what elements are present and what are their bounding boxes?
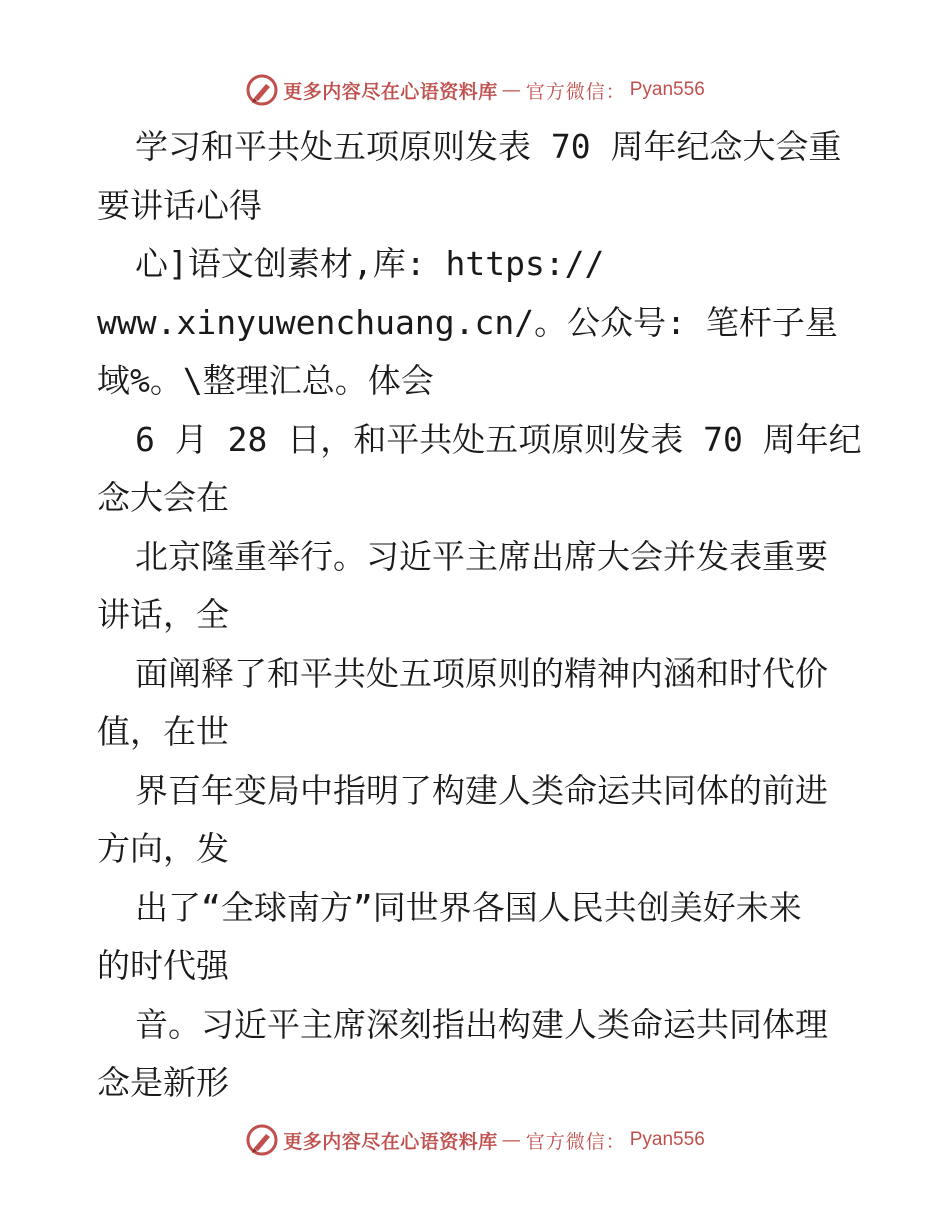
text-line: 方向，发: [97, 829, 229, 868]
watermark-dash: —: [501, 79, 522, 101]
footer-watermark: [0, 1120, 950, 1160]
text-line: 念是新形: [97, 1063, 229, 1102]
text-line: 值，在世: [97, 712, 229, 751]
watermark-handle: Pyan556: [629, 79, 705, 100]
text-line: 界百年变局中指明了构建人类命运共同体的前进: [135, 770, 828, 810]
watermark-dash: —: [501, 1129, 522, 1151]
text-line: www.xinyuwenchuang.cn/。公众号: 笔杆子星: [97, 302, 838, 342]
text-line: 北京隆重举行。习近平主席出席大会并发表重要: [135, 536, 828, 576]
watermark-promo-text: 更多内容尽在心语资料库: [283, 80, 498, 103]
text-line: 心]语文创素材,库: https://: [135, 244, 605, 283]
text-line: 念大会在: [97, 478, 229, 517]
watermark-wechat-label: 官方微信：: [525, 1130, 626, 1153]
text-line: 6 月 28 日，和平共处五项原则发表 70 周年纪: [135, 419, 862, 459]
text-line: 出了“全球南方”同世界各国人民共创美好未来: [135, 887, 802, 927]
text-line: 音。习近平主席深刻指出构建人类命运共同体理: [135, 1004, 828, 1044]
pen-circle-logo-icon: [245, 1123, 279, 1157]
pen-circle-logo-icon: [245, 73, 279, 107]
header-watermark: [0, 70, 950, 110]
text-line: 的时代强: [97, 946, 229, 985]
document-body: [97, 118, 867, 1113]
text-line: 学习和平共处五项原则发表 70 周年纪念大会重: [135, 127, 842, 166]
text-line: 域%。\整理汇总。体会: [97, 361, 434, 400]
watermark-handle: Pyan556: [629, 1129, 705, 1150]
watermark-promo-text: 更多内容尽在心语资料库: [283, 1130, 498, 1153]
text-line: 要讲话心得: [97, 185, 262, 225]
text-line: 面阐释了和平共处五项原则的精神内涵和时代价: [135, 653, 828, 693]
watermark-wechat-label: 官方微信：: [525, 80, 626, 103]
text-line: 讲话，全: [97, 595, 229, 634]
